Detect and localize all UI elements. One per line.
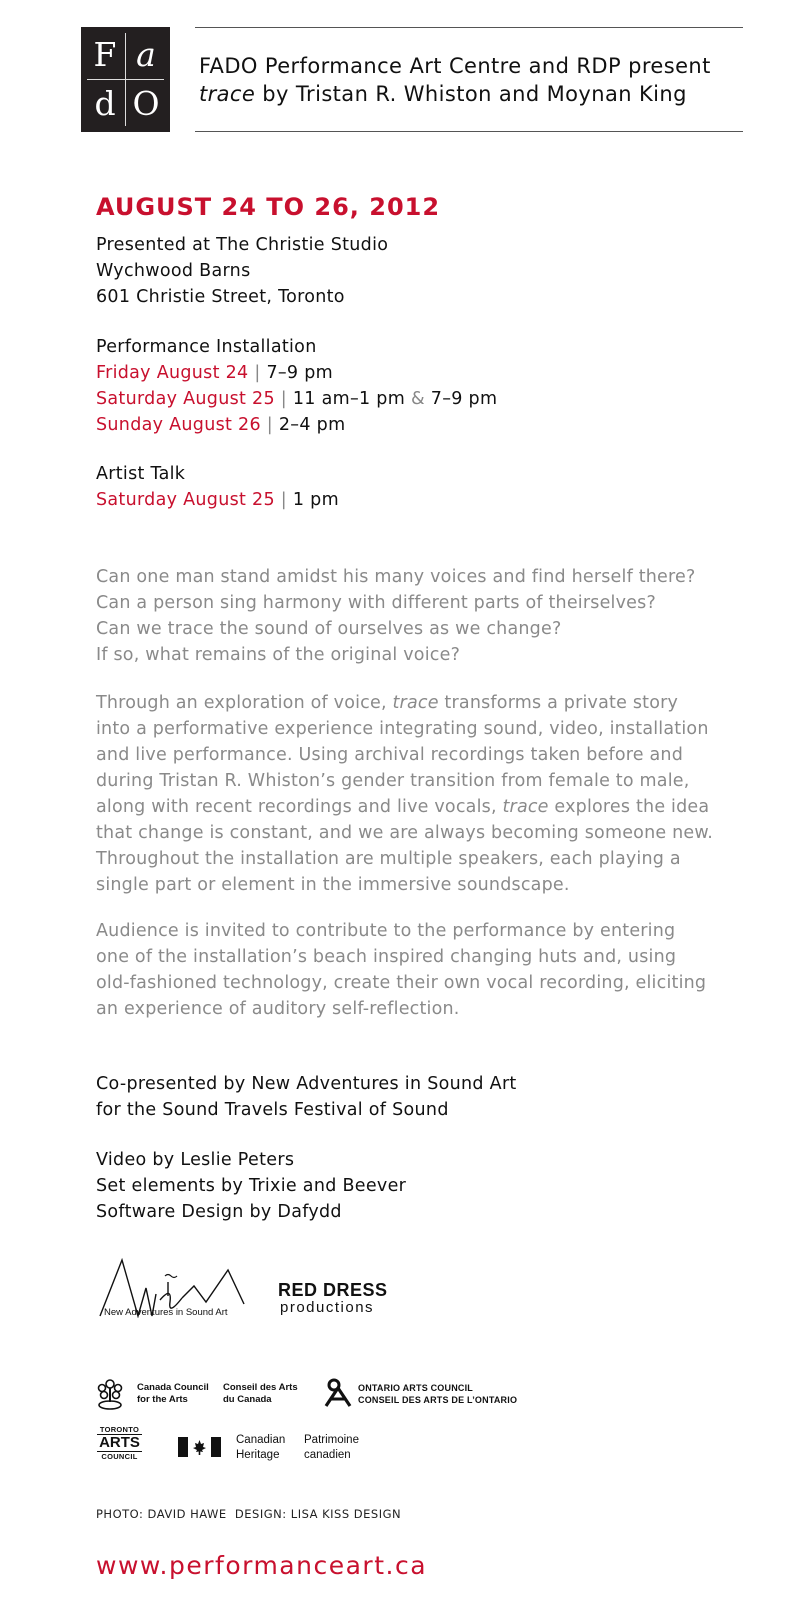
canada-council-en <box>137 1382 209 1406</box>
description-line: that change is constant, and we are always becoming someone new. <box>96 823 714 843</box>
artist-talk-heading: Artist Talk <box>96 464 186 484</box>
schedule-day: Friday August 24 <box>96 363 249 383</box>
sponsor-text: Conseil des Arts <box>223 1382 298 1393</box>
toronto-arts-council-logo <box>97 1426 142 1461</box>
photo-credit: PHOTO: DAVID HAWE DESIGN: LISA KISS DESIGN <box>96 1507 402 1521</box>
sponsor-text: Patrimoine <box>304 1434 359 1446</box>
schedule-day: Sunday August 26 <box>96 415 261 435</box>
sponsor-text: ARTS <box>97 1434 142 1452</box>
schedule-row <box>96 360 497 386</box>
credit-line: Software Design by Dafydd <box>96 1202 342 1222</box>
logo-letter: a <box>136 35 156 74</box>
header-rule-bottom <box>195 131 743 132</box>
schedule-time: 2–4 pm <box>278 415 346 435</box>
rdp-logo-subtitle: productions <box>280 1299 375 1316</box>
sponsor-text: TORONTO <box>99 1425 140 1434</box>
copresented-block <box>96 1071 517 1123</box>
question-line: If so, what remains of the original voice? <box>96 645 461 665</box>
venue-block <box>96 232 388 310</box>
sponsor-text: du Canada <box>223 1394 272 1405</box>
schedule-row <box>96 487 339 513</box>
description-line <box>96 690 796 716</box>
canada-council-icon <box>96 1376 124 1410</box>
fado-logo <box>81 27 170 132</box>
ampersand: & <box>410 389 425 409</box>
separator: | <box>280 389 287 409</box>
schedule-time: 7–9 pm <box>430 389 498 409</box>
credits-block <box>96 1147 406 1225</box>
schedule-time: 1 pm <box>292 490 339 510</box>
schedule-time: 11 am–1 pm <box>292 389 406 409</box>
logo-letter: O <box>132 84 160 123</box>
sponsor-text: Heritage <box>236 1449 280 1461</box>
credit-line: Set elements by Trixie and Beever <box>96 1176 407 1196</box>
sponsor-text: for the Arts <box>137 1394 188 1405</box>
description-paragraph <box>96 690 796 898</box>
canada-flag-icon <box>178 1437 221 1457</box>
logo-letter: d <box>94 84 116 123</box>
credit-line: Video by Leslie Peters <box>96 1150 295 1170</box>
nasa-logo <box>98 1258 258 1338</box>
rdp-logo-title: RED DRESS <box>278 1280 388 1300</box>
text-run: explores the idea <box>548 797 710 817</box>
artist-talk-block <box>96 461 339 513</box>
sponsor-text: Canada Council <box>137 1382 209 1393</box>
website-link[interactable]: www.performanceart.ca <box>96 1551 428 1580</box>
schedule-day: Saturday August 25 <box>96 389 275 409</box>
description-line: Throughout the installation are multiple speakers, each playing a <box>96 849 681 869</box>
question-line: Can one man stand amidst his many voices and find herself there? <box>96 567 696 587</box>
sponsor-text: Canadian <box>236 1434 286 1446</box>
sponsor-text: ONTARIO ARTS COUNCIL <box>358 1383 473 1393</box>
canada-council-fr <box>223 1382 298 1406</box>
header-rule-top <box>195 27 743 28</box>
separator: | <box>254 363 261 383</box>
logo-divider-horizontal <box>87 79 164 80</box>
show-title: trace <box>502 797 549 817</box>
description-line: during Tristan R. Whiston’s gender transition from female to male, <box>96 771 690 791</box>
header-title <box>199 52 711 108</box>
audience-line: an experience of auditory self-reflection. <box>96 999 460 1019</box>
description-line: into a performative experience integrating sound, video, installation <box>96 719 709 739</box>
separator: | <box>280 490 287 510</box>
canadian-heritage-fr <box>304 1433 359 1463</box>
show-title: trace <box>199 82 256 106</box>
installation-heading: Performance Installation <box>96 337 317 357</box>
header-credits: by Tristan R. Whiston and Moynan King <box>255 82 687 106</box>
copresented-line: Co-presented by New Adventures in Sound Art <box>96 1074 517 1094</box>
ontario-arts-council-text <box>358 1382 517 1406</box>
sponsor-text: CONSEIL DES ARTS DE L’ONTARIO <box>358 1395 518 1405</box>
audience-line: old-fashioned technology, create their own vocal recording, eliciting <box>96 973 707 993</box>
sponsor-text: canadien <box>304 1449 351 1461</box>
schedule-row <box>96 386 497 412</box>
question-line: Can a person sing harmony with different parts of theirselves? <box>96 593 656 613</box>
description-line <box>96 794 796 820</box>
header-line-1: FADO Performance Art Centre and RDP present <box>199 54 711 78</box>
audience-line: one of the installation’s beach inspired changing huts and, using <box>96 947 677 967</box>
audience-line: Audience is invited to contribute to the performance by entering <box>96 921 676 941</box>
description-line: and live performance. Using archival recordings taken before and <box>96 745 684 765</box>
header-line-2 <box>199 80 711 108</box>
venue-line: Wychwood Barns <box>96 261 251 281</box>
schedule-time: 7–9 pm <box>266 363 333 383</box>
installation-block <box>96 334 497 438</box>
questions-paragraph <box>96 564 796 668</box>
text-run: transforms a private story <box>438 693 679 713</box>
question-line: Can we trace the sound of ourselves as we change? <box>96 619 562 639</box>
venue-line: Presented at The Christie Studio <box>96 235 389 255</box>
event-dates: AUGUST 24 TO 26, 2012 <box>96 193 441 221</box>
text-run: Through an exploration of voice, <box>96 693 393 713</box>
nasa-label: New Adventures in Sound Art <box>104 1307 228 1318</box>
copresented-line: for the Sound Travels Festival of Sound <box>96 1100 449 1120</box>
ontario-arts-council-icon <box>324 1378 354 1408</box>
audience-paragraph <box>96 918 796 1022</box>
venue-line: 601 Christie Street, Toronto <box>96 287 345 307</box>
schedule-row <box>96 412 497 438</box>
schedule-day: Saturday August 25 <box>96 490 275 510</box>
canadian-heritage-en <box>236 1433 285 1463</box>
show-title: trace <box>392 693 439 713</box>
logo-letter: F <box>93 35 117 74</box>
separator: | <box>266 415 273 435</box>
sponsor-text: COUNCIL <box>101 1452 138 1461</box>
description-line: single part or element in the immersive soundscape. <box>96 875 570 895</box>
text-run: along with recent recordings and live vocals, <box>96 797 503 817</box>
